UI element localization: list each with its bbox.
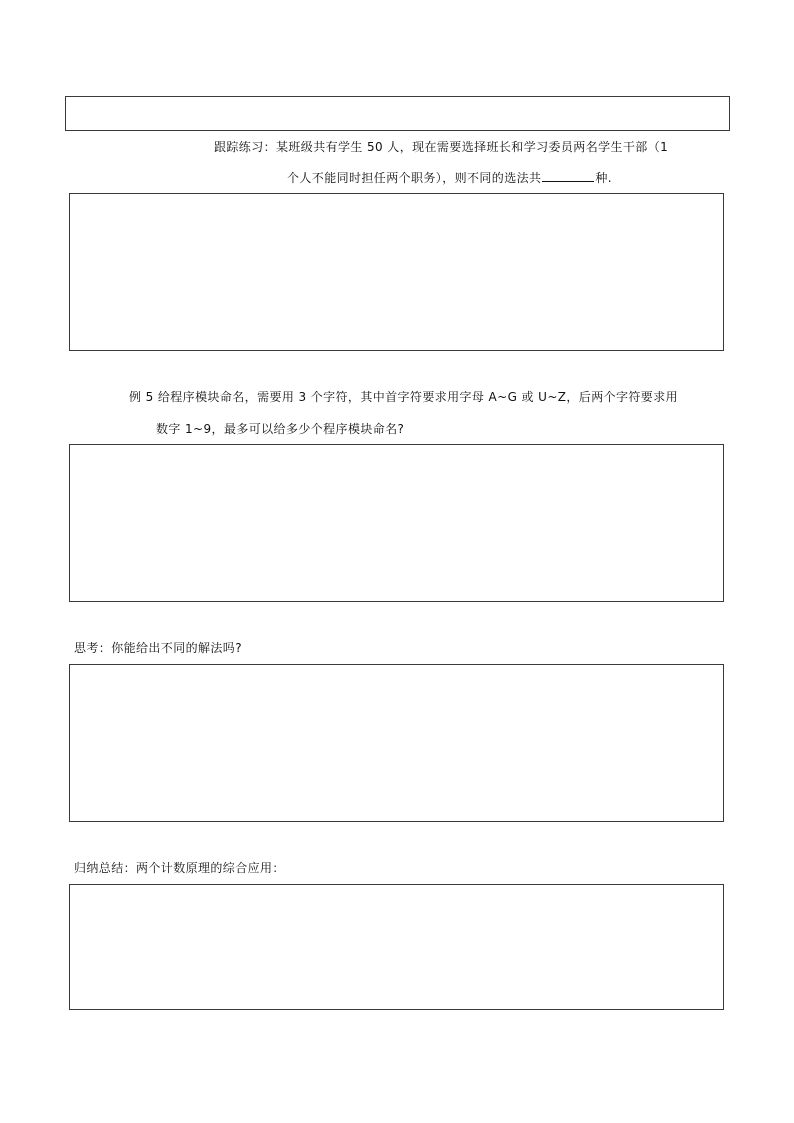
top-answer-box <box>65 96 730 131</box>
example5-line1: 例 5 给程序模块命名，需要用 3 个字符，其中首字符要求用字母 A~G 或 U~Z，后两个字符要求用 <box>129 390 678 404</box>
summary-label: 归纳总结：两个计数原理的综合应用： <box>74 861 285 875</box>
example5-line2: 数字 1~9，最多可以给多少个程序模块命名? <box>156 422 405 436</box>
practice-question-text: 个人不能同时担任两个职务），则不同的选法共 <box>287 171 542 185</box>
think-label: 思考：你能给出不同的解法吗? <box>74 641 242 655</box>
think-answer-box <box>69 664 724 822</box>
example5-answer-box <box>69 444 724 602</box>
summary-answer-box <box>69 884 724 1010</box>
practice-question-line1: 跟踪练习：某班级共有学生 50 人，现在需要选择班长和学习委员两名学生干部（1 <box>214 140 669 154</box>
practice-answer-box <box>69 193 724 351</box>
practice-question-suffix: 种. <box>595 171 613 185</box>
answer-blank <box>542 170 594 182</box>
practice-question-line2 <box>287 170 612 186</box>
